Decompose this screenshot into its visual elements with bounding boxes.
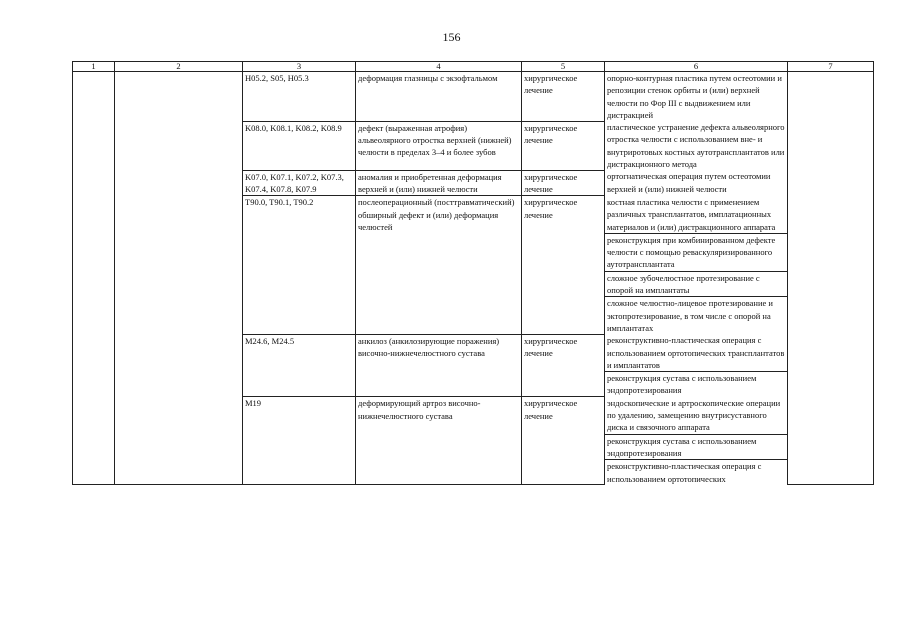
diagnosis-cell: послеоперационный (посттравматический) обширный дефект и (или) деформация челюстей [356,196,522,334]
table-row [73,72,874,122]
treatment-type-cell: хирургическое лечение [522,72,605,122]
treatment-methods-cell [605,334,788,396]
treatment-method: сложное зубочелюстное протезирование с опорой на имплантаты [605,271,787,297]
treatment-type-cell: хирургическое лечение [522,121,605,170]
diagnosis-cell: анкилоз (анкилозирующие поражения) височно-нижнечелюстного сустава [356,334,522,396]
icd-codes-cell: T90.0, T90.1, T90.2 [243,196,356,334]
column-2-cell [115,72,243,485]
treatment-method: ортогнатическая операция путем остеотомии верхней и (или) нижней челюсти [607,171,771,194]
column-header: 3 [243,62,356,72]
treatment-method: сложное челюстно-лицевое протезирование и эктопротезирование, в том числе с опорой на имплантатах [605,296,787,334]
treatment-methods-cell [605,196,788,334]
icd-codes-cell: M19 [243,397,356,485]
icd-codes-cell: K07.0, K07.1, K07.2, K07.3, K07.4, K07.8, K07.9 [243,170,356,196]
treatment-method: опорно-контурная пластика путем остеотомии и репозиции стенок орбиты и (или) верхней челюсти по Фор III с выдвижением или дистракцией [607,73,782,120]
icd-codes-cell: K08.0, K08.1, K08.2, K08.9 [243,121,356,170]
treatment-type-cell: хирургическое лечение [522,196,605,334]
diagnosis-cell: деформация глазницы с экзофтальмом [356,72,522,122]
treatment-method: реконструкция сустава с использованием эндопротезирования [605,434,787,460]
page-number: 156 [442,30,461,44]
column-header: 5 [522,62,605,72]
column-header: 2 [115,62,243,72]
treatment-method: реконструктивно-пластическая операция с использованием ортотопических трансплантатов и имплантатов [607,335,785,370]
treatment-methods-cell [605,170,788,196]
treatment-type-cell: хирургическое лечение [522,170,605,196]
diagnosis-cell: деформирующий артроз височно-нижнечелюстного сустава [356,397,522,485]
column-1-cell [73,72,115,485]
treatment-type-cell: хирургическое лечение [522,334,605,396]
column-7-cell [788,72,874,485]
procedures-table [72,61,874,485]
treatment-method: реконструкция при комбинированном дефекте челюсти с помощью реваскуляризированного аутотрансплантата [605,233,787,271]
treatment-method: реконструктивно-пластическая операция с использованием ортотопических [605,459,787,485]
column-header: 4 [356,62,522,72]
column-numbers-row [73,62,874,72]
treatment-type-cell: хирургическое лечение [522,397,605,485]
diagnosis-cell: дефект (выраженная атрофия) альвеолярного отростка верхней (нижней) челюсти в пределах 3–4 и более зубов [356,121,522,170]
treatment-methods-cell [605,121,788,170]
icd-codes-cell: M24.6, M24.5 [243,334,356,396]
treatment-methods-cell [605,72,788,122]
diagnosis-cell: аномалия и приобретенная деформация верхней и (или) нижней челюсти [356,170,522,196]
treatment-method: эндоскопические и артроскопические операции по удалению, замещению внутрисуставного диска и связочного аппарата [607,397,781,433]
treatment-methods-cell [605,397,788,485]
icd-codes-cell: H05.2, S05, H05.3 [243,72,356,122]
column-header: 1 [73,62,115,72]
column-header: 6 [605,62,788,72]
column-header: 7 [788,62,874,72]
treatment-method: пластическое устранение дефекта альвеолярного отростка челюсти с использованием вне- и внутриротовых костных аутотрансплантатов или дистракционного метода [607,122,785,170]
treatment-method: реконструкция сустава с использованием эндопротезирования [605,371,787,397]
treatment-method: костная пластика челюсти с применением различных трансплантатов, имплатационных материалов и (или) дистракционного аппарата [607,196,776,232]
